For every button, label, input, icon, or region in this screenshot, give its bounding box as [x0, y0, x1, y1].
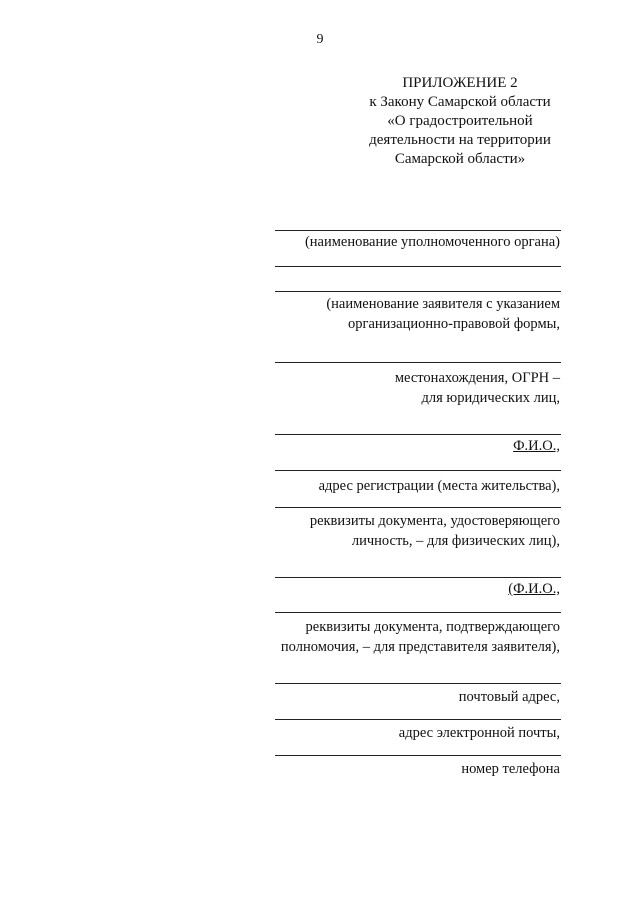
id-doc-fill-line	[275, 507, 561, 508]
applicant-fill-line	[275, 291, 561, 292]
fio-fill-line	[275, 434, 561, 435]
appendix-line: «О градостроительной	[387, 113, 533, 129]
reg-address-caption: адрес регистрации (места жительства),	[318, 478, 560, 494]
postal-caption: почтовый адрес,	[458, 689, 560, 705]
rep-doc-caption-line1: реквизиты документа, подтверждающего	[305, 619, 560, 635]
location-caption-line1: местонахождения, ОГРН –	[394, 370, 560, 386]
reg-address-fill-line	[275, 470, 561, 471]
rep-doc-fill-line	[275, 612, 561, 613]
id-doc-caption-line2: личность, – для физических лиц),	[351, 533, 560, 549]
applicant-caption-line2: организационно-правовой формы,	[348, 316, 560, 332]
rep-fio-fill-line	[275, 577, 561, 578]
authority-caption: (наименование уполномоченного органа)	[304, 234, 560, 250]
email-fill-line	[275, 719, 561, 720]
location-caption-line2: для юридических лиц,	[421, 390, 560, 406]
id-doc-caption-line1: реквизиты документа, удостоверяющего	[309, 513, 560, 529]
page-number: 9	[316, 32, 324, 47]
appendix-title: ПРИЛОЖЕНИЕ 2	[402, 75, 518, 91]
appendix-line: к Закону Самарской области	[369, 94, 551, 110]
phone-fill-line	[275, 755, 561, 756]
email-caption: адрес электронной почты,	[398, 725, 560, 741]
appendix-line: Самарской области»	[394, 151, 526, 167]
appendix-header	[330, 74, 590, 169]
location-fill-line	[275, 362, 561, 363]
authority-fill-line	[275, 230, 561, 231]
rep-fio-caption: (Ф.И.О.,	[508, 581, 560, 597]
applicant-caption-line1: (наименование заявителя с указанием	[326, 296, 560, 312]
postal-fill-line	[275, 683, 561, 684]
rep-doc-caption-line2: полномочия, – для представителя заявителя),	[280, 639, 560, 655]
fio-caption: Ф.И.О.,	[513, 438, 560, 454]
applicant-fill-line	[275, 266, 561, 267]
appendix-line: деятельности на территории	[369, 132, 551, 148]
phone-caption: номер телефона	[461, 761, 560, 777]
